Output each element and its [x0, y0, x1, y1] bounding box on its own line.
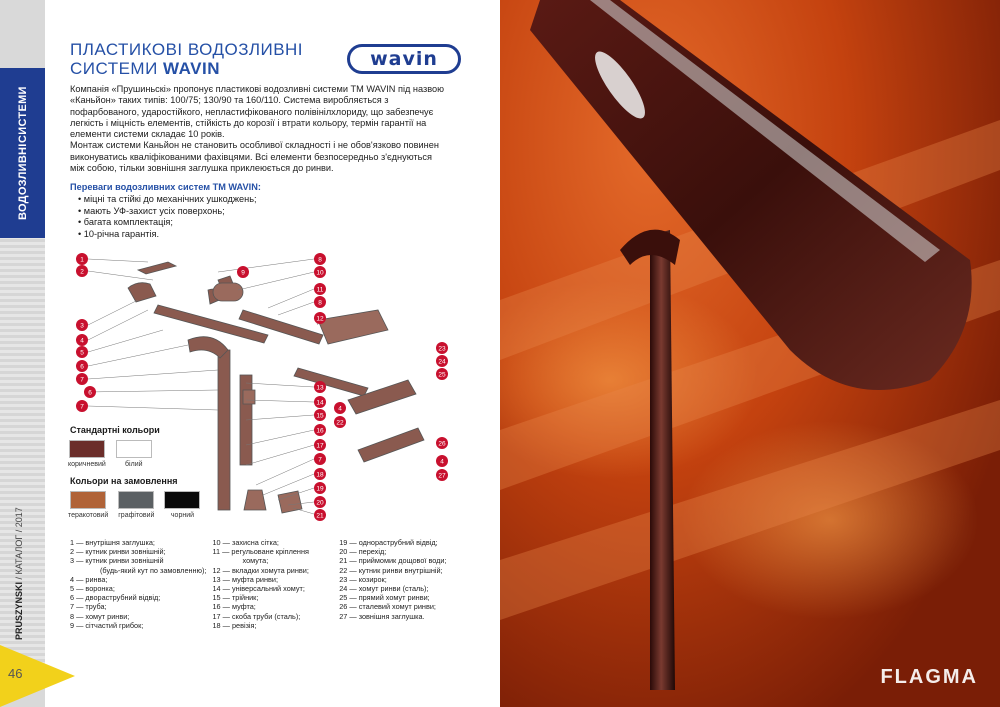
svg-text:4: 4 [440, 458, 444, 466]
standard-colors-title: Стандартні кольори [70, 425, 160, 435]
list-item: • 10-річна гарантія. [78, 229, 257, 241]
advantages-title: Переваги водозливних систем ТМ WAVIN: [70, 182, 261, 192]
gutter-photo-illustration [500, 0, 1000, 707]
svg-text:16: 16 [316, 427, 324, 435]
gutter-system-diagram [68, 250, 458, 528]
svg-text:21: 21 [316, 512, 324, 520]
standard-colors [68, 440, 152, 468]
order-colors-title: Кольори на замовлення [70, 476, 178, 486]
intro-paragraph-1: Компанія «Прушиньскі» пропонує пластикові водозливні системи ТМ WAVIN під назвою «Каньйон» таких типів: 100/75; 130/90 та 160/110. Система виробляється з пофарбованого, ударостійкого, непластифікованого полівінілхлориду, що забезпечує легкість і міцність елементів, стійкість до корозії і втрати кольору, термін гарантії на елементи системи складає 10 років. [70, 84, 444, 140]
legend-column: 10 — захисна сітка; 11 — регульоване кріплення хомута; 12 — вкладки хомута ринви; 13 — муфта ринви; 14 — універсальний хомут; 15 — трійник; 16 — муфта; 17 — скоба труби (сталь); 18 — ревізія; [212, 538, 309, 630]
legend-column: 19 — однораструбний відвід; 20 — перехід; 21 — приймомик дощової води; 22 — кутник ринви внутрішній; 23 — козирок; 24 — хомут ринви (сталь); 25 — прямий хомут ринви; 26 — сталевий хомут ринви; 27 — зовнішня заглушка. [339, 538, 447, 621]
svg-text:6: 6 [80, 363, 84, 371]
flagma-watermark: FLAGMA [880, 666, 978, 688]
extra-badges [237, 266, 448, 481]
svg-text:4: 4 [80, 337, 84, 345]
page-number: 46 [8, 666, 23, 681]
intro-text [70, 84, 448, 174]
svg-text:19: 19 [316, 485, 324, 493]
swatch-box [118, 491, 154, 509]
swatch-box [69, 440, 105, 458]
page-title: ПЛАСТИКОВІ ВОДОЗЛИВНІ СИСТЕМИ WAVIN [70, 40, 304, 78]
svg-text:25: 25 [438, 371, 446, 379]
list-item: • багата комплектація; [78, 217, 257, 229]
catalog-label: PRUSZYNSKI / КАТАЛОГ / 2017 [14, 507, 24, 640]
order-colors [68, 491, 200, 519]
svg-text:10: 10 [316, 269, 324, 277]
svg-text:7: 7 [318, 456, 322, 464]
svg-text:9: 9 [241, 269, 245, 277]
parts-legend [70, 538, 460, 630]
svg-text:11: 11 [316, 286, 324, 294]
color-swatch: чорний [164, 491, 200, 519]
left-badges [76, 253, 96, 412]
list-item: • міцні та стійкі до механічних ушкоджень; [78, 194, 257, 206]
svg-text:20: 20 [316, 499, 324, 507]
svg-text:13: 13 [316, 384, 324, 392]
downpipe [650, 230, 675, 690]
swatch-box [116, 440, 152, 458]
svg-text:14: 14 [316, 399, 324, 407]
legend-column: 1 — внутрішня заглушка; 2 — кутник ринви зовнішній; 3 — кутник ринви зовнішній (будь-який кут по замовленню); 4 — ринва; 5 — воронка; 6 — двораструбний відвід; 7 — труба; 8 — хомут ринви; 9 — сітчастий грибок; [70, 538, 207, 630]
swatch-box [164, 491, 200, 509]
svg-text:7: 7 [80, 376, 84, 384]
svg-text:26: 26 [438, 440, 446, 448]
color-swatch: коричневий [68, 440, 106, 468]
svg-text:2: 2 [80, 268, 84, 276]
svg-text:12: 12 [316, 315, 324, 323]
svg-text:18: 18 [316, 471, 324, 479]
product-photo [500, 0, 1000, 707]
svg-text:24: 24 [438, 358, 446, 366]
svg-text:15: 15 [316, 412, 324, 420]
svg-text:17: 17 [316, 442, 324, 450]
svg-text:8: 8 [318, 256, 322, 264]
wavin-logo: wavin [347, 44, 461, 74]
advantages-list [78, 194, 257, 240]
svg-text:22: 22 [336, 419, 344, 427]
svg-text:27: 27 [438, 472, 446, 480]
svg-text:1: 1 [80, 256, 84, 264]
color-swatch: теракотовий [68, 491, 108, 519]
color-swatch: білий [116, 440, 152, 468]
list-item: • мають УФ-захист усіх поверхонь; [78, 206, 257, 218]
swatch-box [70, 491, 106, 509]
svg-text:8: 8 [318, 299, 322, 307]
section-title: ВОДОЗЛИВНІ СИСТЕМИ [17, 86, 29, 220]
color-swatch: графітовий [118, 491, 154, 519]
right-badges [314, 253, 326, 521]
svg-text:4: 4 [338, 405, 342, 413]
svg-text:3: 3 [80, 322, 84, 330]
svg-text:23: 23 [438, 345, 446, 353]
svg-text:6: 6 [88, 389, 92, 397]
svg-text:5: 5 [80, 349, 84, 357]
svg-text:7: 7 [80, 403, 84, 411]
intro-paragraph-2: Монтаж системи Каньйон не становить особливої складності і не обов'язково повинен виконуватись кваліфікованими фахівцями. Всі елементи безпосередньо з'єднуються між собою, тільки зовнішня заглушка приклеюється до ринви. [70, 140, 439, 174]
